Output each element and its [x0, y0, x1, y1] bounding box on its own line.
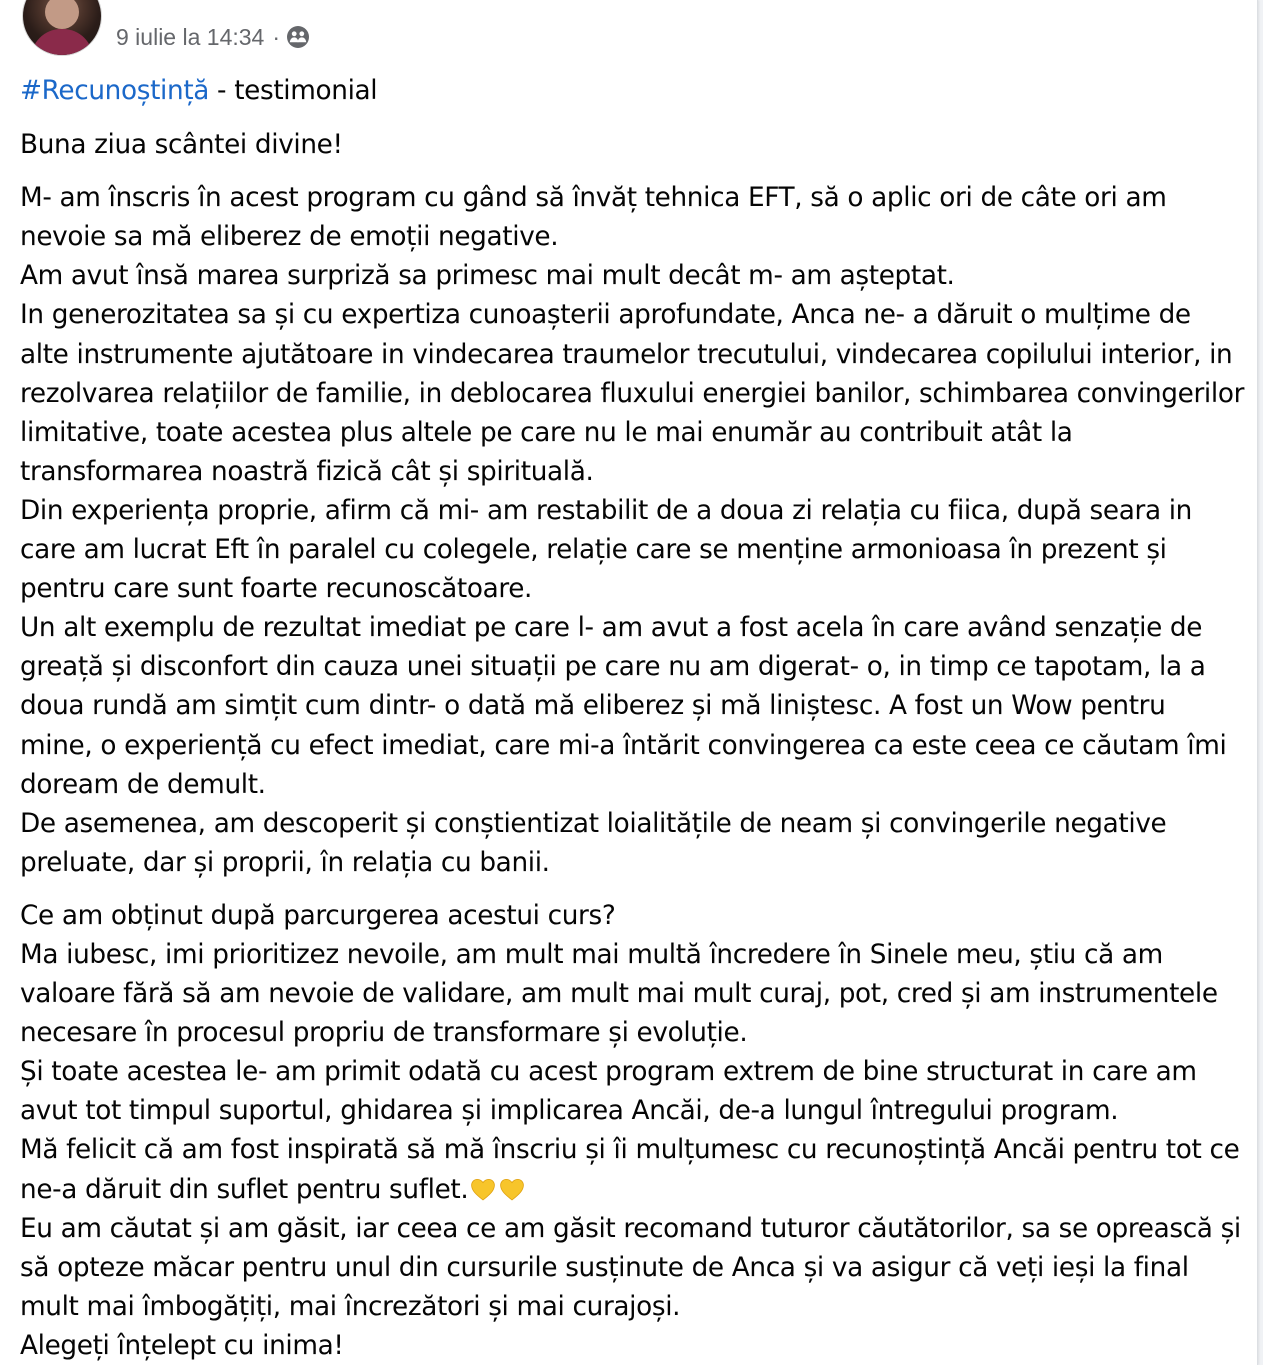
meta-separator: · — [272, 23, 281, 50]
yellow-heart-icon — [498, 1175, 526, 1203]
post-paragraph-1: M- am înscris în acest program cu gând să învăț tehnica EFT, să o aplic ori de câte ori am nevoie sa mă eliberez de emoții negative. Am avut însă marea surpriză sa primesc mai mult decât m- am așteptat. In generozitatea sa și cu expertiza cunoașterii aprofundate, Anca ne- a dăruit o mulțime de alte instrumente ajutătoare in vindecarea traumelor trecutului, vindecarea copilului interior, in rezolvarea relațiilor de familie, in deblocarea fluxului energiei banilor, schimbarea convingerilor limitative, toate acestea plus altele pe care nu le mai enumăr au contribuit atât la transformarea noastră fizică cât și spirituală. Din experiența proprie, afirm că mi- am restabilit de a doua zi relația cu fiica, după seara in care am lucrat Eft în paralel cu colegele, relație care se menține armonioasa în prezent și pentru care sunt foarte recunoscătoare. Un alt exemplu de rezultat imediat pe care l- am avut a fost acela în care având senzație de greață și disconfort din cauza unei situații pe care nu am digerat- o, in timp ce tapotam, la a doua rundă am simțit cum dintr- o dată mă eliberez și mă liniștesc. A fost un Wow pentru mine, o experiență cu efect imediat, care mi-a întărit convingerea ca este ceea ce căutam îmi doream de demult. De asemenea, am descoperit și conștientizat loialitățile de neam și convingerile negative preluate, dar și proprii, în relația cu banii. — [20, 183, 1245, 878]
friends-icon[interactable] — [286, 25, 310, 49]
post-paragraph-2-wrapper — [20, 897, 1245, 1365]
avatar-garment — [31, 29, 93, 56]
post-meta — [116, 20, 310, 54]
avatar-face — [45, 0, 79, 29]
yellow-heart-icon — [469, 1175, 497, 1203]
post-body — [20, 72, 1245, 1365]
post-timestamp[interactable]: 9 iulie la 14:34 — [116, 23, 265, 50]
hashtag-link[interactable]: #Recunoștință — [20, 76, 210, 106]
post-paragraph-2: Ce am obținut după parcurgerea acestui curs? Ma iubesc, imi prioritizez nevoile, am mult mai multă încredere în Sinele meu, știu că am valoare fără să am nevoie de validare, am mult mai mult curaj, pot, cred și am instrumentele necesare în procesul propriu de transformare și evoluție. Și toate acestea le- am primit odată cu acest program extrem de bine structurat in care am avut tot timpul suportul, ghidarea și implicarea Ancăi, de-a lungul întregului program. Mă felicit că am fost inspirată să mă înscriu și îi mulțumesc cu recunoștință Ancăi pentru tot ce ne-a dăruit din suflet pentru suflet. — [20, 900, 1240, 1205]
post-title-suffix: - testimonial — [209, 76, 378, 106]
post-paragraph-2-end: Eu am căutat și am găsit, iar ceea ce am găsit recomand tuturor căutătorilor, sa se oprească și să opteze măcar pentru unul din cursurile susținute de Anca și va asigur că veți ieși la final mult mai îmbogățiți, mai încrezători și mai curajoși. Alegeți înțelept cu inima! — [20, 1213, 1241, 1361]
post-greeting: Buna ziua scântei divine! — [20, 130, 343, 161]
avatar[interactable] — [22, 0, 102, 56]
post-title-line — [20, 72, 1245, 111]
